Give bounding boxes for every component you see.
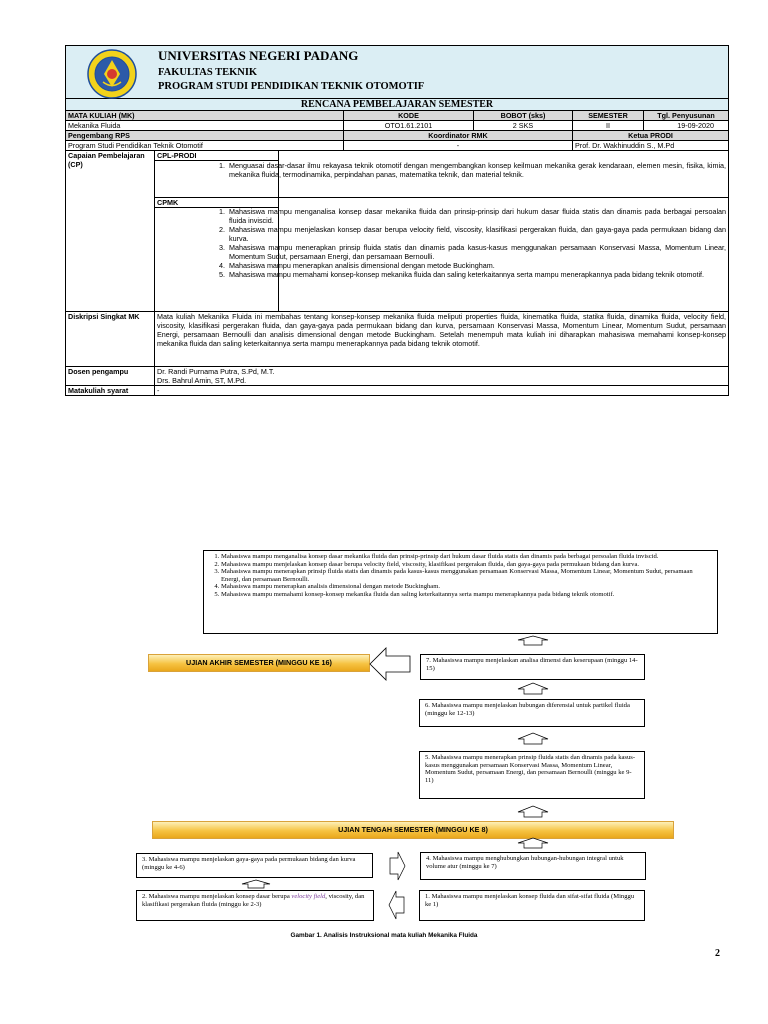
arrow-right-icon bbox=[390, 852, 405, 880]
prereq-label: Matakuliah syarat bbox=[66, 386, 155, 396]
th-semester: SEMESTER bbox=[573, 111, 644, 120]
course-name: Mekanika Fluida bbox=[66, 121, 344, 131]
flow-cpmk-item: 3. Mahasiswa mampu menerapkan prinsip fluida statis dan dinamis pada kasus-kasus menggunakan persamaan Konservasi Massa, Momentum Linear, Momentum Sudut, persamaan Energi, dan persamaan Bernoulli. bbox=[221, 568, 712, 583]
flow-box-3: 3. Mahasiswa mampu menjelaskan gaya-gaya pada permukaan bidang dan kurva (minggu ke 4-6) bbox=[136, 853, 373, 878]
uts-banner: UJIAN TENGAH SEMESTER (MINGGU KE 8) bbox=[152, 821, 674, 839]
faculty-name: FAKULTAS TEKNIK bbox=[158, 67, 258, 78]
course-semester: II bbox=[573, 121, 644, 130]
cpmk-item: 4. Mahasiswa mampu menerapkan analisis dimensional dengan metode Buckingham. bbox=[227, 261, 726, 270]
page-number: 2 bbox=[715, 948, 720, 959]
university-name: UNIVERSITAS NEGERI PADANG bbox=[158, 48, 359, 63]
flow-box-2: 2. Mahasiswa mampu menjelaskan konsep dasar berupa velocity field, viscosity, dan klasifikasi pergerakan fluida (minggu ke 2-3) bbox=[136, 890, 374, 921]
doc-title: RENCANA PEMBELAJARAN SEMESTER bbox=[66, 99, 729, 111]
cpl-item: 1. Menguasai dasar-dasar ilmu rekayasa teknik otomotif dengan mengembangkan konsep keilmuan mekanika gerak kendaraan, elemen mesin, fisika, kimia, mekanika fluida, termodinamika, perpindahan panas, matematika teknik, dan material teknik. bbox=[227, 161, 726, 179]
course-credits: 2 SKS bbox=[474, 121, 573, 131]
th-bobot: BOBOT (sks) bbox=[474, 111, 573, 121]
description-text: Mata kuliah Mekanika Fluida ini membahas tentang konsep-konsep mekanika fluida meliputi properties fluida, kinematika fluida, statika fluida, dinamika fluida, velocity field, viscosity, klasifikasi pergerakan fluida, dan gaya-gaya pada permukaan bidang dan kurva, persamaan Konservasi Massa, Momentum Linear, Momentum Sudut, persamaan Energi, persamaan Bernoulli dan analisis dimensional dengan metode Buckingham. Setelah menempuh mata kuliah ini diharapkan mahasiswa memahami konsep-konsep mekanika fluida dan saling keterkaitannya serta mampu menerapkannya pada bidang teknik otomotif. bbox=[155, 312, 729, 367]
arrow-up-icon bbox=[518, 733, 548, 744]
flow-cpmk-item: 2. Mahasiswa mampu menjelaskan konsep dasar berupa velocity field, viscosity, klasifikasi pergerakan fluida, dan gaya-gaya pada permukaan bidang dan kurva. bbox=[221, 561, 712, 569]
flow-box-6: 6. Mahasiswa mampu menjelaskan hubungan diferensial untuk partikel fluida (minggu ke 12-13) bbox=[419, 699, 645, 727]
arrow-up-icon bbox=[242, 880, 270, 888]
th-kode: KODE bbox=[344, 111, 474, 121]
cpmk-item: 2. Mahasiswa mampu menjelaskan konsep dasar berupa velocity field, viscosity, klasifikasi pergerakan fluida, dan gaya-gaya pada permukaan bidang dan kurva. bbox=[227, 225, 726, 243]
th-tgl: Tgl. Penyusunan bbox=[657, 111, 715, 120]
flow-box-5: 5. Mahasiswa mampu menerapkan prinsip fluida statis dan dinamis pada kasus-kasus menggunakan persamaan Konservasi Massa, Momentum Linear, Momentum Sudut, persamaan Energi, dan persamaan Bernoulli (minggu ke 9-11) bbox=[419, 751, 645, 799]
cpmk-item: 1. Mahasiswa mampu menganalisa konsep dasar mekanika fluida dan prinsip-prinsip dari hukum dasar fluida statis dan dinamis pada berbagai persoalan fluida inviscid. bbox=[227, 207, 726, 225]
course-code: OTO1.61.2101 bbox=[344, 121, 474, 131]
flow-box-7: 7. Mahasiswa mampu menjelaskan analisa dimensi dan keserupaan (minggu 14-15) bbox=[420, 654, 645, 680]
cpl-label: CPL-PRODI bbox=[155, 151, 279, 161]
cp-label: Capaian Pembelajaran (CP) bbox=[66, 151, 155, 312]
ketua-prodi-value: Prof. Dr. Wakhinuddin S., M.Pd bbox=[573, 141, 729, 151]
th-pengembang: Pengembang RPS bbox=[66, 131, 344, 141]
cpmk-label: CPMK bbox=[155, 197, 279, 207]
th-koordinator: Koordinator RMK bbox=[344, 131, 573, 141]
lecturers-label: Dosen pengampu bbox=[66, 367, 155, 386]
th-ketua-prodi: Ketua PRODI bbox=[573, 131, 729, 141]
flow-box-1: 1. Mahasiswa mampu menjelaskan konsep fluida dan sifat-sifat fluida (Minggu ke 1) bbox=[419, 890, 645, 921]
flow-cpmk-item: 1. Mahasiswa mampu menganalisa konsep dasar mekanika fluida dan prinsip-prinsip dari hukum dasar fluida statis dan dinamis pada berbagai persoalan fluida inviscid. bbox=[221, 553, 712, 561]
lecturer-name: Drs. Bahrul Amin, ST, M.Pd. bbox=[157, 376, 247, 385]
arrow-left-icon bbox=[370, 648, 410, 680]
arrow-up-icon bbox=[518, 683, 548, 694]
arrow-left-icon bbox=[389, 891, 404, 919]
th-mata-kuliah: MATA KULIAH (MK) bbox=[66, 111, 344, 121]
lecturer-name: Dr. Randi Purnama Putra, S.Pd, M.T. bbox=[157, 367, 275, 376]
program-name: PROGRAM STUDI PENDIDIKAN TEKNIK OTOMOTIF bbox=[158, 81, 425, 92]
figure-caption: Gambar 1. Analisis Instruksional mata kuliah Mekanika Fluida bbox=[290, 932, 478, 939]
cpmk-item: 5. Mahasiswa mampu memahami konsep-konsep mekanika fluida dan saling keterkaitannya serta mampu menerapkannya pada bidang teknik otomotif. bbox=[227, 270, 726, 279]
course-date: 19-09-2020 bbox=[677, 121, 715, 130]
arrow-up-icon bbox=[518, 838, 548, 848]
arrow-up-icon bbox=[518, 636, 548, 645]
cpmk-item: 3. Mahasiswa mampu menerapkan prinsip fluida statis dan dinamis pada kasus-kasus menggunakan persamaan Konservasi Massa, Momentum Linear, Momentum Sudut, persamaan Energi, dan persamaan Bernoulli. bbox=[227, 243, 726, 261]
flow-cpmk-item: 5. Mahasiswa mampu memahami konsep-konsep mekanika fluida dan saling keterkaitannya serta mampu menerapkannya pada bidang teknik otomotif. bbox=[221, 591, 712, 599]
pengembang-value: Program Studi Pendidikan Teknik Otomotif bbox=[66, 141, 344, 151]
flow-box-4: 4. Mahasiswa mampu menghubungkan hubungan-hubungan integral untuk volume atur (minggu ke 7) bbox=[420, 852, 646, 880]
description-label: Diskripsi Singkat MK bbox=[66, 312, 155, 367]
uas-banner: UJIAN AKHIR SEMESTER (MINGGU KE 16) bbox=[148, 654, 370, 672]
koordinator-value: - bbox=[344, 141, 573, 151]
flow-cpmk-item: 4. Mahasiswa mampu menerapkan analisis dimensional dengan metode Buckingham. bbox=[221, 583, 712, 591]
arrow-up-icon bbox=[518, 806, 548, 817]
prereq-value: - bbox=[155, 386, 729, 396]
